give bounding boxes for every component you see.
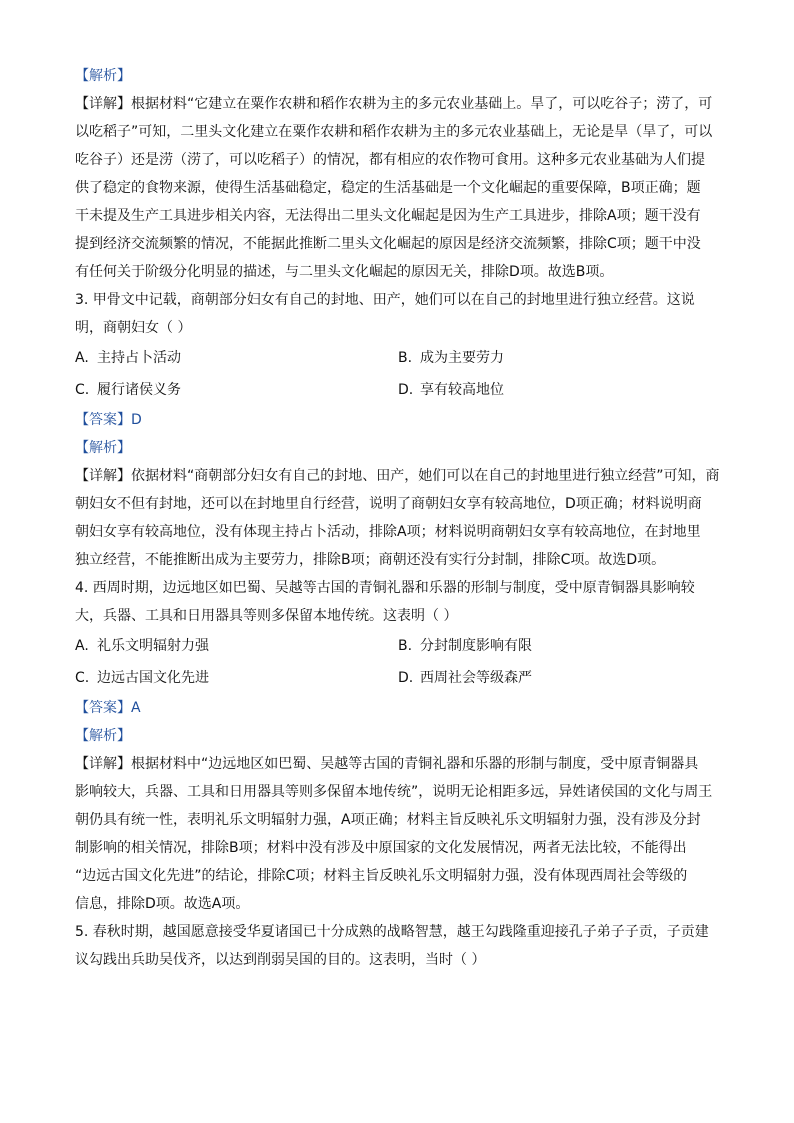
q3-stem-line: 明，商朝妇女（ ） [75, 320, 192, 336]
q3-option-c [75, 374, 398, 406]
q4-option-d [398, 662, 721, 694]
q2-detail-line: 以吃稻子”可知，二里头文化建立在粟作农耕和稻作农耕为主的多元农业基础上，无论是旱（旱了，可以 [75, 124, 713, 140]
q3-stem-line: 3. 甲骨文中记载，商朝部分妇女有自己的封地、田产，她们可以在自己的封地里进行独立经营。这说 [75, 292, 695, 308]
q4-detail-line: “边远古国文化先进”的结论，排除C项；材料主旨反映礼乐文明辐射力强，没有体现西周社会等级的 [75, 868, 688, 884]
q4-options-row [75, 630, 721, 662]
q4-option-c [75, 662, 398, 694]
q2-detail [75, 90, 721, 286]
option-text: 享有较高地位 [420, 382, 504, 398]
option-text: 主持占卜活动 [97, 350, 181, 366]
q4-stem-line: 4. 西周时期，边远地区如巴蜀、吴越等古国的青铜礼器和乐器的形制与制度，受中原青铜器具影响较 [75, 580, 695, 596]
q3-detail-line: 【详解】依据材料“商朝部分妇女有自己的封地、田产，她们可以在自己的封地里进行独立经营”可知，商 [75, 468, 720, 484]
q4-detail-line: 影响较大，兵器、工具和日用器具等则多保留本地传统”，说明无论相距多远，异姓诸侯国的文化与周王 [75, 784, 713, 800]
option-text: 边远古国文化先进 [97, 670, 209, 686]
option-letter: C. [75, 670, 90, 686]
q4-detail [75, 750, 721, 918]
q2-detail-line: 提到经济交流频繁的情况，不能据此推断二里头文化崛起的原因是经济交流频繁，排除C项；题干中没 [75, 236, 701, 252]
q3-option-b [398, 342, 721, 374]
q3-options-row [75, 342, 721, 374]
option-text: 成为主要劳力 [420, 350, 504, 366]
q2-detail-line: 吃谷子）还是涝（涝了，可以吃稻子）的情况，都有相应的农作物可食用。这种多元农业基础为人们提 [75, 152, 705, 168]
q3-detail-line: 朝妇女享有较高地位，没有体现主持占卜活动，排除A项；材料说明商朝妇女享有较高地位，在封地里 [75, 524, 701, 540]
q4-detail-line: 【详解】根据材料中“边远地区如巴蜀、吴越等古国的青铜礼器和乐器的形制与制度，受中原青铜器具 [75, 756, 699, 772]
q4-detail-line: 制影响的相关情况，排除B项；材料中没有涉及中原国家的文化发展情况，两者无法比较，不能得出 [75, 840, 687, 856]
option-letter: A. [75, 638, 89, 654]
q3-detail-line: 朝妇女不但有封地，还可以在封地里自行经营，说明了商朝妇女享有较高地位，D项正确；材料说明商 [75, 496, 702, 512]
option-text: 西周社会等级森严 [420, 670, 532, 686]
q3-analysis-label: 【解析】 [75, 440, 131, 456]
q3-option-d [398, 374, 721, 406]
option-letter: A. [75, 350, 89, 366]
option-letter: D. [398, 670, 414, 686]
q2-detail-line: 供了稳定的食物来源，使得生活基础稳定，稳定的生活基础是一个文化崛起的重要保障，B项正确；题 [75, 180, 701, 196]
option-letter: B. [398, 638, 413, 654]
q3-stem [75, 286, 721, 342]
q4-options-row [75, 662, 721, 694]
q4-option-b [398, 630, 721, 662]
q2-detail-line: 【详解】根据材料“它建立在粟作农耕和稻作农耕为主的多元农业基础上。旱了，可以吃谷子；涝了，可 [75, 96, 713, 112]
q4-option-a [75, 630, 398, 662]
q3-detail-line: 独立经营，不能推断出成为主要劳力，排除B项；商朝还没有实行分封制，排除C项。故选D项。 [75, 552, 666, 568]
q4-analysis-label: 【解析】 [75, 728, 131, 744]
q4-stem-line: 大，兵器、工具和日用器具等则多保留本地传统。这表明（ ） [75, 608, 458, 624]
q5-stem-line: 议勾践出兵助吴伐齐，以达到削弱吴国的目的。这表明，当时（ ） [75, 952, 486, 968]
q4-answer: 【答案】A [75, 700, 141, 716]
q3-answer: 【答案】D [75, 412, 142, 428]
q3-detail [75, 462, 721, 574]
option-text: 分封制度影响有限 [420, 638, 532, 654]
option-text: 履行诸侯义务 [97, 382, 181, 398]
q4-stem [75, 574, 721, 630]
option-letter: D. [398, 382, 414, 398]
q2-detail-line: 干未提及生产工具进步相关内容，无法得出二里头文化崛起是因为生产工具进步，排除A项；题干没有 [75, 208, 701, 224]
exam-page [75, 62, 721, 974]
q5-stem-line: 5. 春秋时期，越国愿意接受华夏诸国已十分成熟的战略智慧，越王勾践隆重迎接孔子弟子子贡，子贡建 [75, 924, 709, 940]
option-letter: B. [398, 350, 413, 366]
q4-detail-line: 朝仍具有统一性，表明礼乐文明辐射力强，A项正确；材料主旨反映礼乐文明辐射力强，没有涉及分封 [75, 812, 701, 828]
q5-stem [75, 918, 721, 974]
option-letter: C. [75, 382, 90, 398]
q2-detail-line: 有任何关于阶级分化明显的描述，与二里头文化崛起的原因无关，排除D项。故选B项。 [75, 264, 614, 280]
q2-analysis-label: 【解析】 [75, 68, 131, 84]
q3-options-row [75, 374, 721, 406]
option-text: 礼乐文明辐射力强 [97, 638, 209, 654]
q4-detail-line: 信息，排除D项。故选A项。 [75, 896, 250, 912]
q3-option-a [75, 342, 398, 374]
